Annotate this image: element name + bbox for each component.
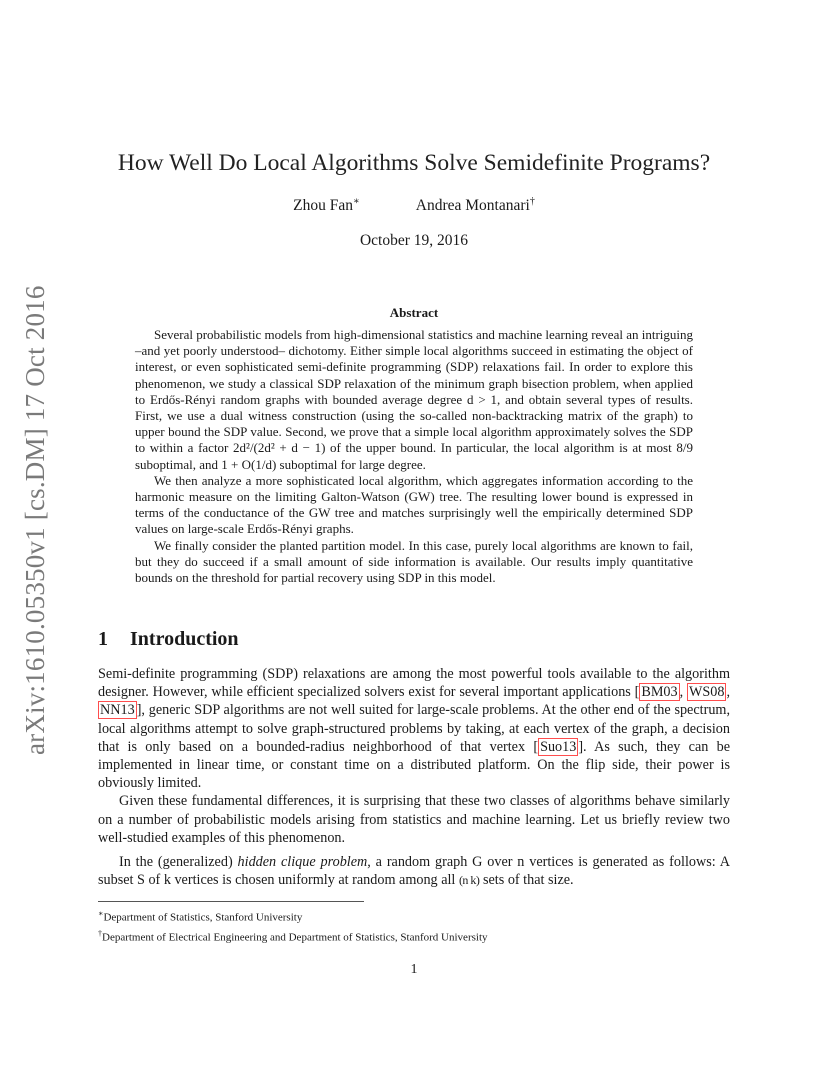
footnotes [98, 906, 730, 945]
footnote: ∗Department of Statistics, Stanford University [98, 909, 303, 924]
affiliation-mark: † [529, 196, 535, 207]
citation-link[interactable]: BM03 [641, 684, 678, 701]
arxiv-identifier: arXiv:1610.05350v1 [cs.DM] 17 Oct 2016 [20, 285, 50, 755]
body-paragraph: Semi-definite programming (SDP) relaxations are among the most powerful tools available to the algorithm designer. However, while efficient specialized solvers exist for several important applications [ BM03 , WS08 , NN13 ], generic SDP algorithms are not well suited for large-scale problems. At the other end of the spectrum, local algorithms attempt to solve graph-structured problems by taking, at each vertex of the graph, a decision that is only based on a bounded-radius neighborhood of that vertex [ Suo13 ]. As such, they can be implemented in linear time, or constant time on a distributed platform. On the flip side, their power is obviously limited. [98, 666, 730, 792]
binomial-coefficient: (n k) [458, 873, 480, 888]
citation-link[interactable]: WS08 [688, 684, 725, 701]
abstract-paragraph: We then analyze a more sophisticated local algorithm, which aggregates information according to the harmonic measure on the limiting Galton-Watson (GW) tree. The resulting lower bound is expressed in terms of the conductance of the GW tree and matches surprisingly well the empirically determined SDP values on large-scale Erdős-Rényi graphs. [135, 472, 693, 537]
footnote: †Department of Electrical Engineering and Department of Statistics, Stanford University [98, 928, 488, 944]
abstract-body [135, 327, 693, 586]
abstract-paragraph: We finally consider the planted partition model. In this case, purely local algorithms are known to fail, but they do succeed if a small amount of side information is available. Our results imply quantitative bounds on the threshold for partial recovery using SDP in this model. [135, 537, 693, 586]
paper-date: October 19, 2016 [359, 232, 469, 249]
abstract-heading: Abstract [389, 305, 439, 320]
citation-link[interactable]: Suo13 [540, 738, 577, 755]
body-paragraph: Given these fundamental differences, it is surprising that these two classes of algorithms behave similarly on a number of probabilistic models arising from statistics and machine learning. Let us briefly review two well-studied examples of this phenomenon. [98, 793, 730, 846]
section-title: Introduction [130, 628, 239, 650]
page-number: 1 [410, 962, 418, 977]
author: Zhou Fan∗ [293, 196, 360, 215]
body-paragraph: In the (generalized) hidden clique problem, a random graph G over n vertices is generated as follows: A subset S of k vertices is chosen uniformly at random among all (n k) sets of that size. [98, 854, 730, 889]
section-number: 1 [98, 628, 108, 650]
author-list [0, 196, 828, 215]
paper-title: How Well Do Local Algorithms Solve Semidefinite Programs? [117, 150, 711, 176]
introduction-body [98, 665, 730, 889]
footnote-rule [98, 901, 364, 902]
citation-link[interactable]: NN13 [100, 702, 135, 719]
section-heading [98, 628, 239, 651]
abstract-paragraph: Several probabilistic models from high-dimensional statistics and machine learning reveal an intriguing –and yet poorly understood– dichotomy. Either simple local algorithms succeed in estimating the object of interest, or even sophisticated semi-definite programming (SDP) relaxations fail. In order to explore this phenomenon, we study a classical SDP relaxation of the minimum graph bisection problem, when applied to Erdős-Rényi random graphs with bounded average degree d > 1, and obtain several types of results. First, we use a dual witness construction (using the so-called non-backtracking matrix of the graph) to upper bound the SDP value. Second, we prove that a simple local algorithm approximately solves the SDP to within a factor 2d²/(2d² + d − 1) of the upper bound. In particular, the local algorithm is at most 8/9 suboptimal, and 1 + O(1/d) suboptimal for large degree. [135, 327, 693, 472]
author: Andrea Montanari† [415, 196, 535, 215]
emphasized-term: hidden clique problem [237, 854, 368, 871]
affiliation-mark: ∗ [352, 196, 360, 207]
